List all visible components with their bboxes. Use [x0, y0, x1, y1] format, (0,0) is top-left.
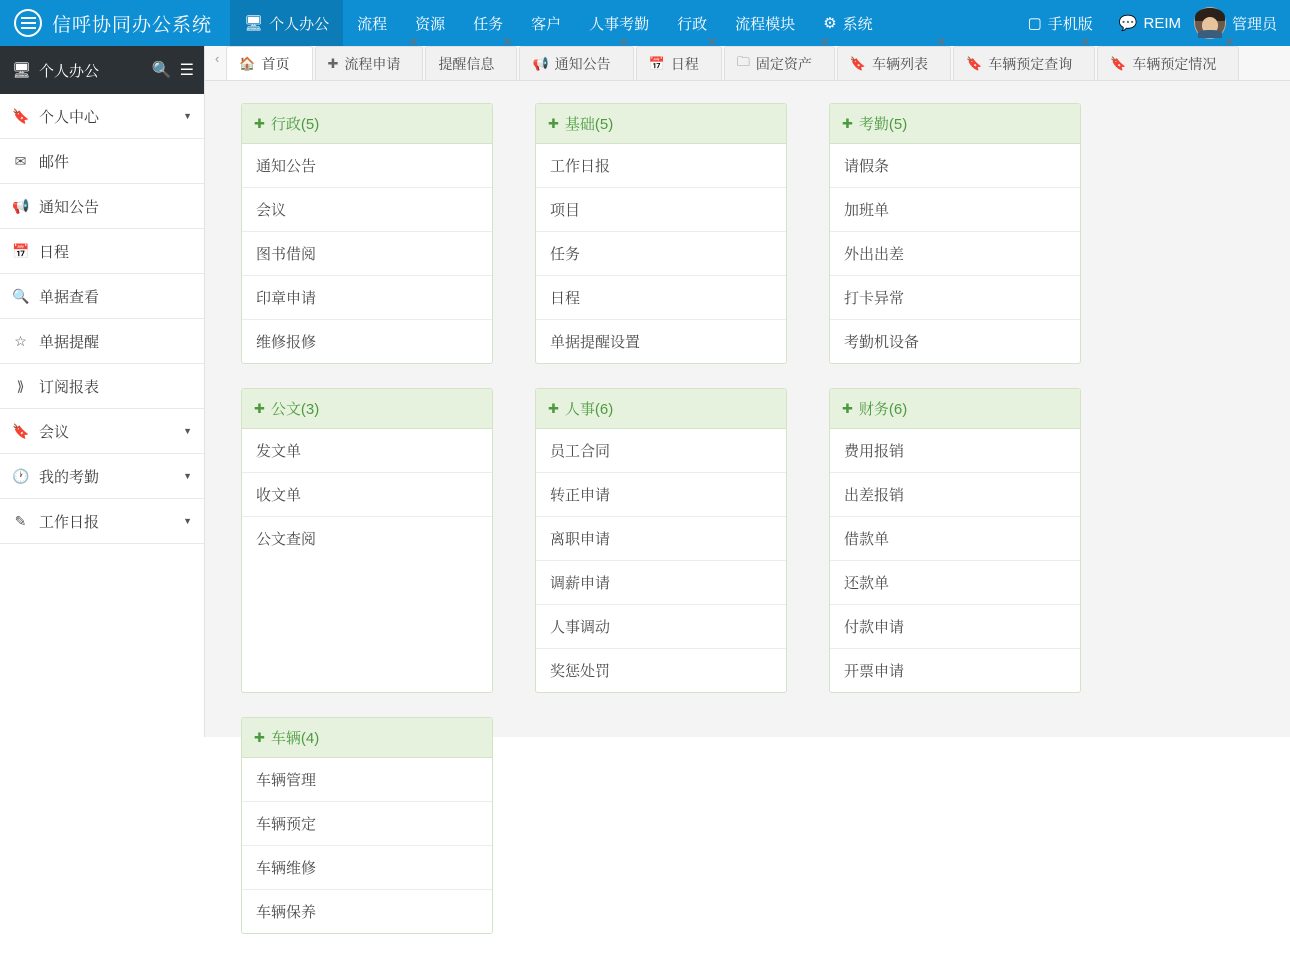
sidebar-item-label: 通知公告: [39, 198, 100, 216]
list-item[interactable]: 任务: [536, 232, 786, 276]
list-item[interactable]: 员工合同: [536, 429, 786, 473]
sidebar-item-document-reminder[interactable]: [0, 319, 204, 364]
panel-title: 基础(5): [564, 116, 614, 133]
close-icon[interactable]: ✕: [1224, 35, 1235, 49]
list-item[interactable]: 会议: [242, 188, 492, 232]
panel-title: 考勤(5): [858, 116, 908, 133]
tab-label: 车辆预定查询: [988, 55, 1073, 72]
menu-item-workflow-module[interactable]: [721, 0, 809, 46]
avatar[interactable]: [1194, 7, 1226, 39]
tab-vehicle-booking-query[interactable]: [953, 35, 1095, 80]
list-item[interactable]: 通知公告: [242, 144, 492, 188]
page-body: [0, 35, 1290, 921]
sidebar-item-my-attendance[interactable]: [0, 454, 204, 499]
list-item[interactable]: 车辆维修: [242, 846, 492, 890]
panel-official-document: [241, 388, 493, 693]
tab-label: 车辆列表: [872, 55, 929, 72]
list-item[interactable]: 出差报销: [830, 473, 1080, 517]
hamburger-line: [21, 22, 36, 24]
tab-home[interactable]: [226, 46, 312, 80]
bookmark-icon: 🔖: [12, 422, 30, 439]
list-item[interactable]: 维修报修: [256, 334, 317, 351]
sidebar-item-label: 个人中心: [39, 108, 100, 126]
panel-attendance: [829, 103, 1081, 364]
plus-icon: ✚: [254, 729, 265, 745]
plus-icon: ✚: [548, 115, 559, 131]
menu-item-label: 任务: [473, 15, 504, 33]
hamburger-line: [21, 17, 36, 19]
list-item[interactable]: 加班单: [830, 188, 1080, 232]
close-icon[interactable]: ✕: [618, 35, 629, 49]
search-icon[interactable]: 🔍: [151, 62, 172, 79]
close-icon[interactable]: ✕: [502, 35, 513, 49]
panel-title: 车辆(4): [270, 730, 320, 747]
chevron-down-icon[interactable]: ▼: [183, 111, 192, 121]
panel-header[interactable]: [242, 389, 492, 429]
sidebar-item-personal-center[interactable]: [0, 94, 204, 139]
sidebar-title-group: [12, 60, 144, 81]
list-item[interactable]: 借款单: [830, 517, 1080, 561]
tab-label: 固定资产: [755, 55, 812, 72]
hamburger-icon[interactable]: [14, 9, 42, 37]
panel-title: 公文(3): [270, 401, 320, 418]
mobile-version-button[interactable]: [1015, 0, 1106, 46]
avatar-body: [1198, 30, 1222, 38]
folder-icon: 🗀: [736, 53, 750, 69]
sidebar-title: 个人办公: [39, 62, 100, 80]
sidebar-item-meeting[interactable]: [0, 409, 204, 454]
tab-notice[interactable]: [519, 35, 633, 80]
panel-header[interactable]: [536, 389, 786, 429]
user-name-label: 管理员: [1231, 15, 1277, 33]
megaphone-icon: 📢: [12, 197, 30, 214]
panel-header[interactable]: [242, 718, 492, 758]
panel-header[interactable]: [536, 104, 786, 144]
tab-label: 日程: [670, 55, 699, 72]
calendar-icon: 📅: [12, 242, 30, 259]
monitor-icon: 🖥: [12, 62, 32, 79]
sidebar-item-mail[interactable]: [0, 139, 204, 184]
panel-title: 财务(6): [858, 401, 908, 418]
gear-icon: ⚙: [823, 15, 837, 32]
sidebar-item-label: 单据提醒: [39, 333, 100, 351]
hamburger-line: [21, 27, 36, 29]
menu-item-customer[interactable]: [517, 0, 575, 46]
clock-icon: 🕐: [12, 467, 30, 484]
list-item[interactable]: 车辆预定: [242, 802, 492, 846]
sidebar-item-subscribe-report[interactable]: [0, 364, 204, 409]
sidebar-item-work-report[interactable]: [0, 499, 204, 544]
megaphone-icon: 📢: [532, 55, 549, 71]
tab-label: 提醒信息: [438, 55, 495, 72]
home-icon: 🏠: [239, 55, 256, 71]
list-item[interactable]: 开票申请: [844, 663, 905, 680]
tab-reminder-info[interactable]: [425, 35, 517, 80]
reim-button[interactable]: [1106, 0, 1194, 46]
calendar-icon: 📅: [648, 55, 665, 71]
panel-basic: [535, 103, 787, 364]
list-item[interactable]: 请假条: [830, 144, 1080, 188]
sidebar-item-document-view[interactable]: [0, 274, 204, 319]
list-item[interactable]: 付款申请: [830, 605, 1080, 649]
tab-bar: [205, 35, 1290, 81]
edit-icon: ✎: [14, 512, 27, 529]
panel-header[interactable]: [830, 104, 1080, 144]
sidebar-header: [0, 46, 204, 94]
list-item[interactable]: 费用报销: [830, 429, 1080, 473]
panel-header[interactable]: [830, 389, 1080, 429]
tab-label: 通知公告: [554, 55, 611, 72]
menu-item-workflow[interactable]: [343, 0, 401, 46]
sidebar-item-label: 我的考勤: [39, 468, 100, 486]
close-icon[interactable]: ✕: [935, 35, 947, 49]
list-item[interactable]: 车辆管理: [242, 758, 492, 802]
bookmark-icon: 🔖: [12, 107, 30, 124]
menu-item-personal-office[interactable]: [230, 0, 343, 46]
close-icon[interactable]: ✕: [819, 35, 830, 49]
panel-finance: [829, 388, 1081, 693]
monitor-icon: 🖥: [244, 15, 264, 32]
bookmark-icon: 🔖: [1110, 55, 1127, 71]
sidebar: [0, 46, 205, 737]
right-menu: [1015, 0, 1290, 46]
sidebar-item-label: 日程: [39, 243, 70, 261]
list-item[interactable]: 调薪申请: [536, 561, 786, 605]
list-item[interactable]: 奖惩处罚: [550, 663, 611, 680]
panel-administration: [241, 103, 493, 364]
list-item[interactable]: 单据提醒设置: [550, 334, 641, 351]
bookmark-icon: 🔖: [966, 55, 983, 71]
menu-item-label: 客户: [531, 15, 562, 33]
list-item[interactable]: 工作日报: [536, 144, 786, 188]
sidebar-item-label: 会议: [39, 423, 70, 441]
star-icon: ☆: [14, 332, 27, 349]
sidebar-item-label: 邮件: [39, 153, 70, 171]
menu-item-label: 个人办公: [269, 15, 330, 33]
panel-vehicle: [241, 717, 493, 934]
mail-icon: ✉: [14, 152, 27, 169]
close-icon[interactable]: ✕: [1080, 35, 1091, 49]
sidebar-item-label: 单据查看: [39, 288, 100, 306]
plus-icon: ✚: [842, 115, 853, 131]
list-item[interactable]: 车辆保养: [256, 904, 317, 921]
sidebar-item-label: 工作日报: [39, 513, 100, 531]
app-title: 信呼协同办公系统: [52, 14, 213, 36]
menu-item-label: 资源: [415, 15, 446, 33]
menu-item-label: 系统: [842, 15, 873, 33]
mobile-icon: ▢: [1027, 15, 1042, 32]
list-item[interactable]: 收文单: [242, 473, 492, 517]
chat-icon: 💬: [1118, 15, 1138, 32]
chevron-down-icon[interactable]: ▼: [183, 426, 192, 436]
brand-area: [0, 0, 230, 46]
list-item[interactable]: 还款单: [830, 561, 1080, 605]
tab-label: 首页: [261, 55, 290, 72]
list-item[interactable]: 人事调动: [536, 605, 786, 649]
close-icon[interactable]: ✕: [408, 35, 419, 49]
sidebar-item-schedule[interactable]: [0, 229, 204, 274]
list-icon[interactable]: ☰: [179, 62, 194, 79]
tab-schedule[interactable]: [636, 35, 722, 80]
tab-vehicle-list[interactable]: [837, 35, 951, 80]
tab-fixed-assets[interactable]: [724, 35, 835, 80]
close-icon[interactable]: ✕: [706, 35, 717, 49]
list-item[interactable]: 考勤机设备: [844, 334, 920, 351]
tab-label: 车辆预定情况: [1132, 55, 1217, 72]
tab-label: 流程申请: [344, 55, 401, 72]
sidebar-item-label: 订阅报表: [39, 378, 100, 396]
panel-title: 行政(5): [270, 116, 320, 133]
list-item[interactable]: 项目: [536, 188, 786, 232]
list-item[interactable]: 公文查阅: [256, 531, 317, 548]
list-item[interactable]: 转正申请: [536, 473, 786, 517]
list-item[interactable]: 日程: [536, 276, 786, 320]
plus-icon: ✚: [254, 400, 265, 416]
menu-item-label: 流程: [357, 15, 388, 33]
rss-icon: ⟫: [16, 377, 25, 394]
module-panels-container: [205, 81, 1290, 958]
reim-label: REIM: [1143, 14, 1181, 32]
menu-item-label: 行政: [677, 15, 708, 33]
user-menu[interactable]: [1232, 0, 1290, 46]
menu-item-label: 人事考勤: [589, 15, 650, 33]
content-area: [205, 35, 1290, 921]
list-item[interactable]: 印章申请: [242, 276, 492, 320]
plus-icon: ✚: [254, 115, 265, 131]
list-item[interactable]: 发文单: [242, 429, 492, 473]
panel-title: 人事(6): [564, 401, 614, 418]
tab-scroll-left-icon[interactable]: ‹: [215, 51, 220, 66]
chevron-down-icon[interactable]: ▼: [183, 471, 192, 481]
top-navigation-bar: [0, 0, 1290, 46]
panel-header[interactable]: [242, 104, 492, 144]
list-item[interactable]: 图书借阅: [242, 232, 492, 276]
list-item[interactable]: 外出出差: [830, 232, 1080, 276]
chevron-down-icon[interactable]: ▼: [183, 516, 192, 526]
mobile-version-label: 手机版: [1047, 15, 1093, 33]
tab-vehicle-booking-status[interactable]: [1097, 35, 1239, 80]
module-panel-grid: [241, 103, 1290, 958]
sidebar-item-notice[interactable]: [0, 184, 204, 229]
list-item[interactable]: 打卡异常: [830, 276, 1080, 320]
search-icon: 🔍: [12, 287, 30, 304]
panel-hr: [535, 388, 787, 693]
plus-icon: ✚: [548, 400, 559, 416]
bookmark-icon: 🔖: [849, 55, 867, 71]
menu-item-label: 流程模块: [735, 15, 796, 33]
plus-icon: ✚: [327, 55, 339, 71]
tab-workflow-apply[interactable]: [315, 35, 424, 80]
list-item[interactable]: 离职申请: [536, 517, 786, 561]
plus-icon: ✚: [842, 400, 853, 416]
